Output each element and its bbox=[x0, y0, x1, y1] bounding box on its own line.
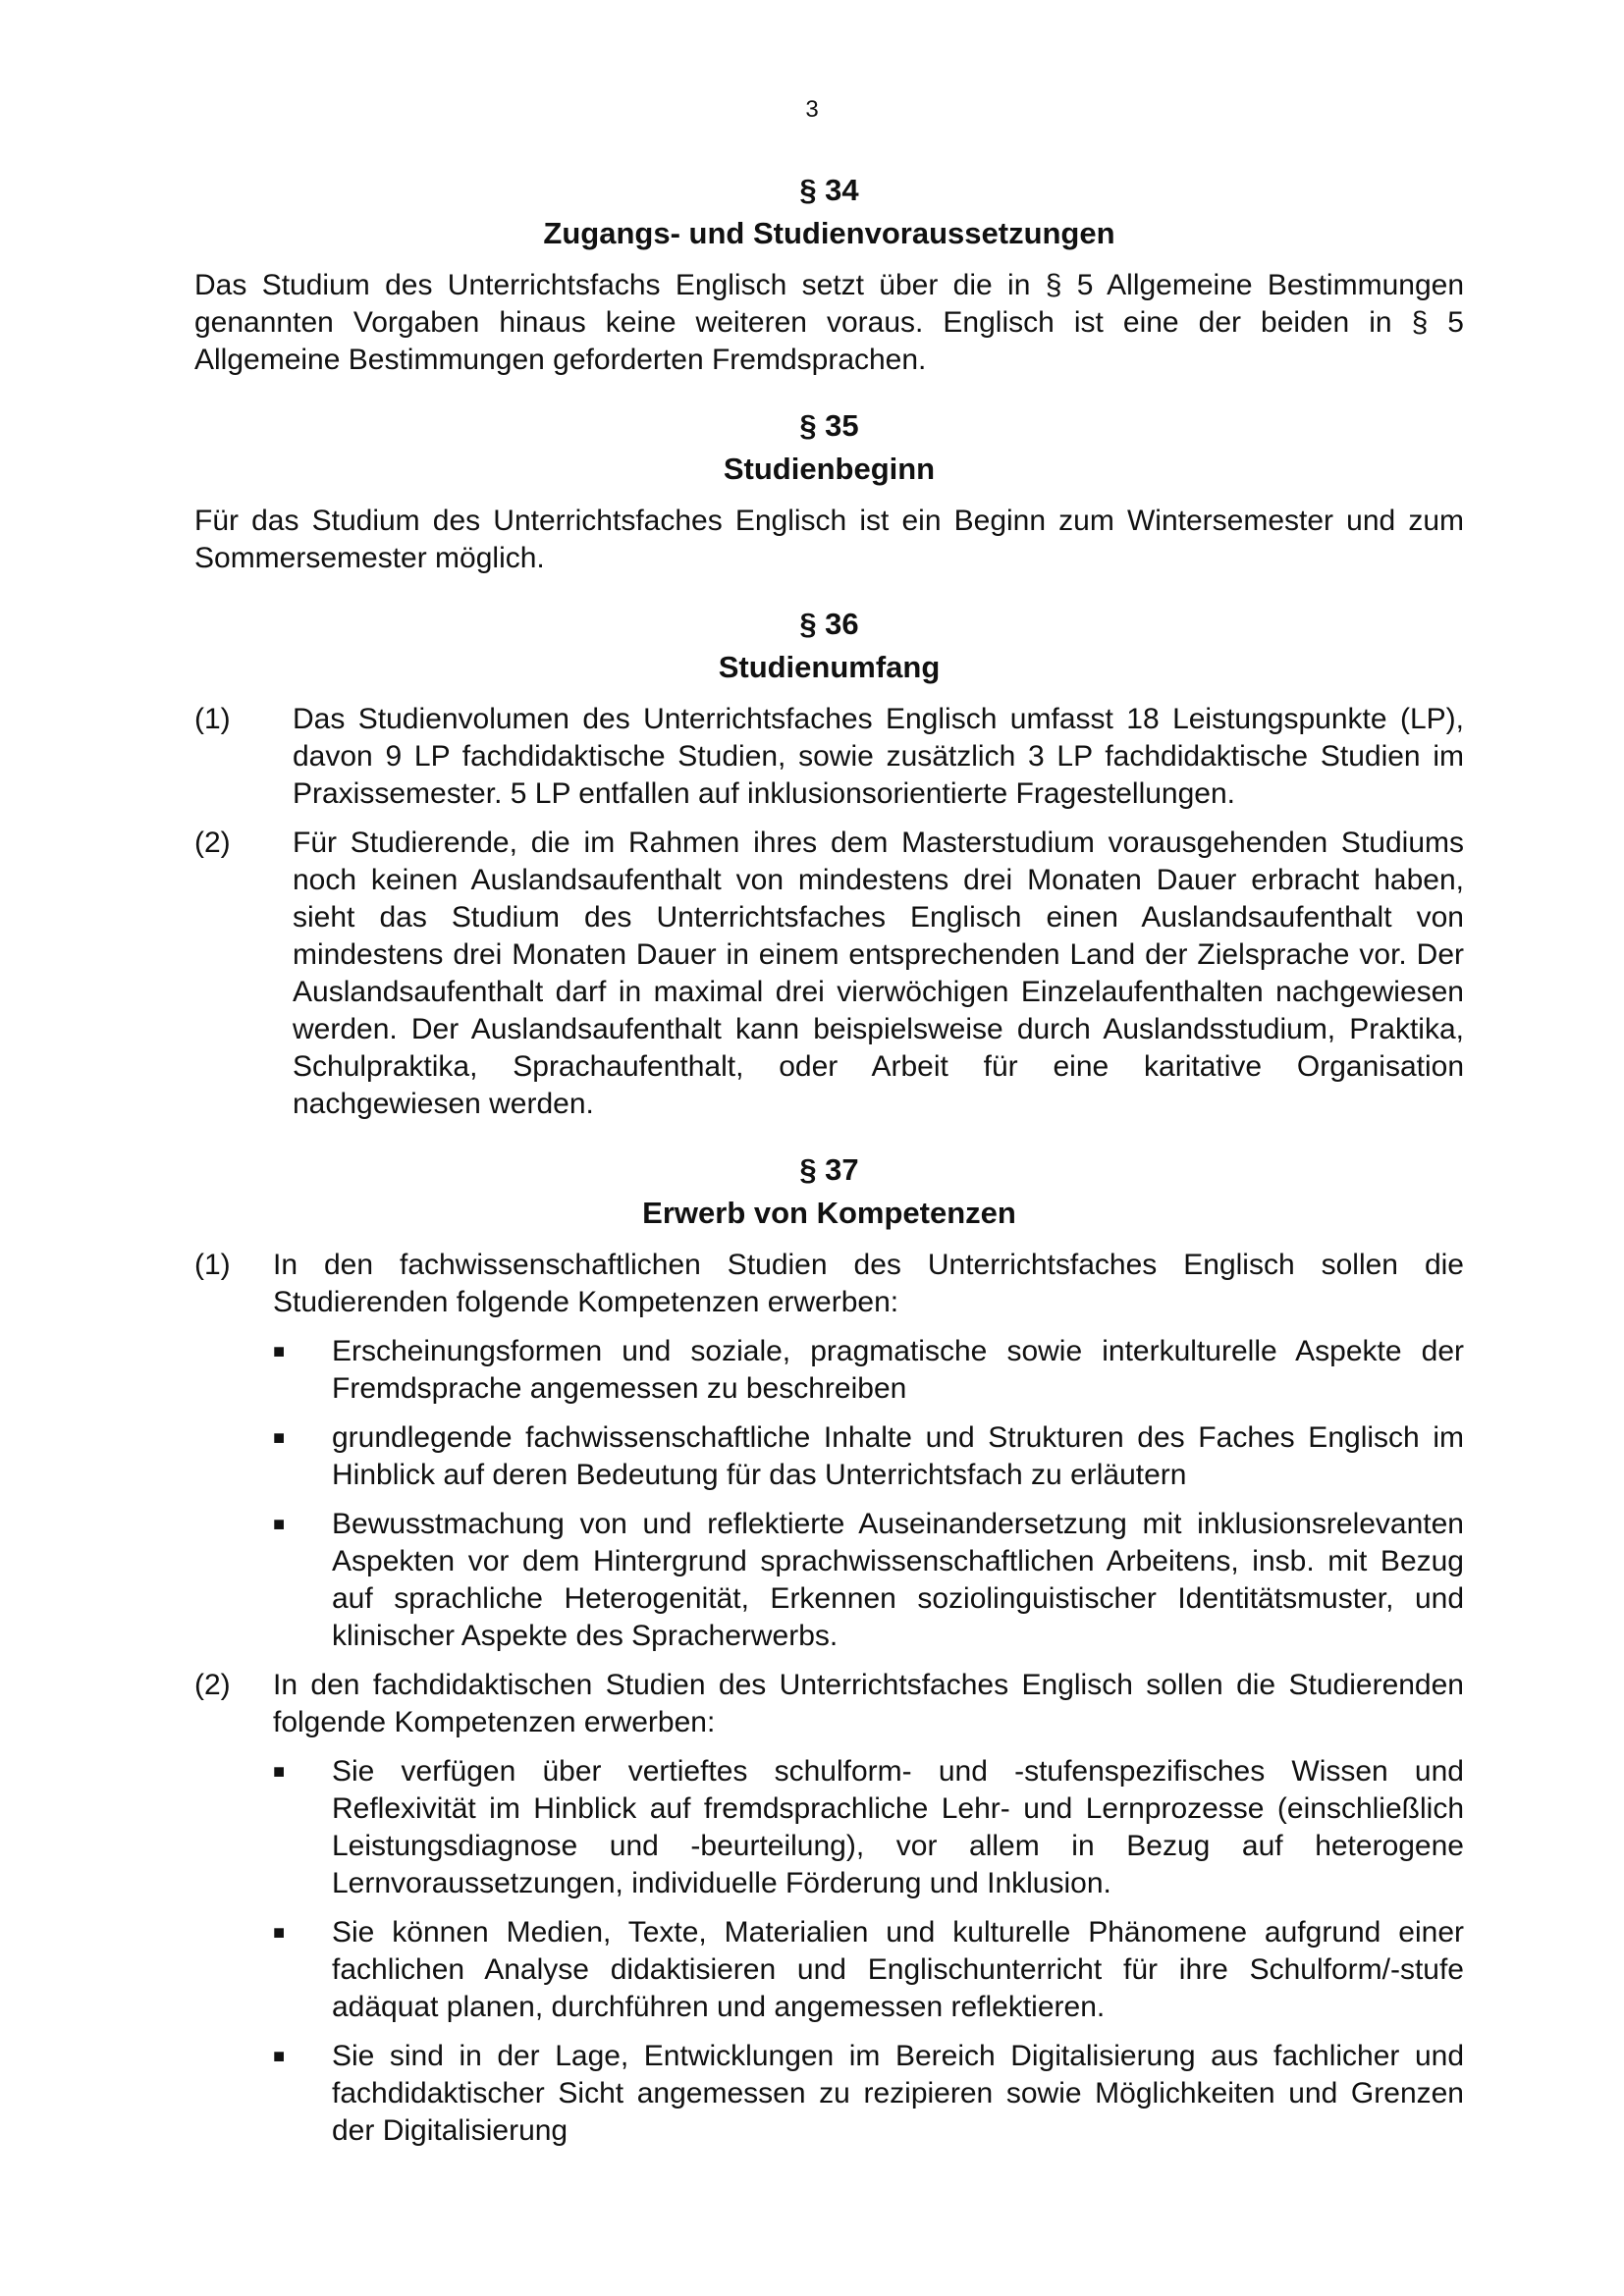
item-text: In den fachdidaktischen Studien des Unterrichtsfaches Englisch sollen die Studierenden folgende Kompetenzen erwerben: bbox=[273, 1669, 1464, 1738]
bullet-item bbox=[194, 1914, 1464, 2026]
bullet-item bbox=[194, 1333, 1464, 1408]
bullet-item bbox=[194, 1753, 1464, 1902]
enumerated-item bbox=[194, 1667, 1464, 1741]
item-number: (1) bbox=[194, 703, 231, 735]
item-number: (2) bbox=[194, 827, 231, 859]
enumerated-item bbox=[194, 825, 1464, 1123]
bullet-item bbox=[194, 2038, 1464, 2150]
section-title: Studienbeginn bbox=[723, 452, 936, 486]
section-number: § 34 bbox=[799, 173, 859, 207]
bullet-text: Sie können Medien, Texte, Materialien und kulturelle Phänomene aufgrund einer fachlichen Analyse didaktisieren und Englischunterricht für ihre Schulform/-stufe adäquat planen, durchführen und angemessen reflektieren. bbox=[332, 1916, 1464, 2023]
item-text: Für Studierende, die im Rahmen ihres dem Masterstudium vorausgehenden Studiums noch keinen Auslandsaufenthalt von mindestens drei Monaten Dauer erbracht haben, sieht das Studium des Unterrichtsfaches Englisch einen Auslandsaufenthalt von mindestens drei Monaten Dauer in einem entsprechenden Land der Zielsprache vor. Der Auslandsaufenthalt darf in maximal drei vierwöchigen Einzelaufenthalten nachgewiesen werden. Der Auslandsaufenthalt kann beispielsweise durch Auslandsstudium, Praktika, Schulpraktika, Sprachaufenthalt, oder Arbeit für eine karitative Organisation nachgewiesen werden. bbox=[293, 827, 1464, 1120]
enumerated-item bbox=[194, 1247, 1464, 1321]
square-bullet-icon: ■ bbox=[273, 1341, 286, 1362]
document-body bbox=[194, 169, 1464, 2175]
bullet-item bbox=[194, 1419, 1464, 1494]
bullet-text: Erscheinungsformen und soziale, pragmatische sowie interkulturelle Aspekte der Fremdsprache angemessen zu beschreiben bbox=[332, 1335, 1464, 1405]
section-title: Erwerb von Kompetenzen bbox=[642, 1196, 1016, 1230]
square-bullet-icon: ■ bbox=[273, 2046, 286, 2067]
section-title: Zugangs- und Studienvoraussetzungen bbox=[543, 216, 1115, 250]
section-36 bbox=[194, 603, 1464, 1123]
section-number: § 37 bbox=[799, 1152, 859, 1187]
bullet-item bbox=[194, 1506, 1464, 1655]
section-number: § 36 bbox=[799, 607, 859, 641]
section-paragraph: Das Studium des Unterrichtsfachs Englisch setzt über die in § 5 Allgemeine Bestimmungen genannten Vorgaben hinaus keine weiteren voraus. Englisch ist eine der beiden in § 5 Allgemeine Bestimmungen geforderten Fremdsprachen. bbox=[194, 269, 1464, 376]
item-number: (2) bbox=[194, 1669, 231, 1701]
item-text: Das Studienvolumen des Unterrichtsfaches Englisch umfasst 18 Leistungspunkte (LP), davon 9 LP fachdidaktische Studien, sowie zusätzlich 3 LP fachdidaktische Studien im Praxissemester. 5 LP entfallen auf inklusionsorientierte Fragestellungen. bbox=[293, 703, 1464, 810]
bullet-text: grundlegende fachwissenschaftliche Inhalte und Strukturen des Faches Englisch im Hinblick auf deren Bedeutung für das Unterrichtsfach zu erläutern bbox=[332, 1421, 1464, 1491]
bullet-list bbox=[194, 1753, 1464, 2150]
section-37 bbox=[194, 1148, 1464, 2150]
section-number: § 35 bbox=[799, 408, 859, 443]
square-bullet-icon: ■ bbox=[273, 1761, 286, 1783]
section-35 bbox=[194, 404, 1464, 577]
bullet-text: Bewusstmachung von und reflektierte Auseinandersetzung mit inklusionsrelevanten Aspekten vor dem Hintergrund sprachwissenschaftlichen Arbeitens, insb. mit Bezug auf sprachliche Heterogenität, Erkennen soziolinguistischer Identitätsmuster, und klinischer Aspekte des Spracherwerbs. bbox=[332, 1508, 1464, 1652]
square-bullet-icon: ■ bbox=[273, 1514, 286, 1535]
square-bullet-icon: ■ bbox=[273, 1922, 286, 1944]
item-text: In den fachwissenschaftlichen Studien des Unterrichtsfaches Englisch sollen die Studierenden folgende Kompetenzen erwerben: bbox=[273, 1249, 1464, 1318]
bullet-text: Sie verfügen über vertieftes schulform- und -stufenspezifisches Wissen und Reflexivität im Hinblick auf fremdsprachliche Lehr- und Lernprozesse (einschließlich Leistungsdiagnose und -beurteilung), vor allem in Bezug auf heterogene Lernvoraussetzungen, individuelle Förderung und Inklusion. bbox=[332, 1755, 1464, 1899]
enumerated-item bbox=[194, 701, 1464, 813]
section-title: Studienumfang bbox=[718, 650, 941, 684]
page-number: 3 bbox=[805, 96, 819, 123]
bullet-list bbox=[194, 1333, 1464, 1655]
item-number: (1) bbox=[194, 1249, 231, 1281]
bullet-text: Sie sind in der Lage, Entwicklungen im Bereich Digitalisierung aus fachlicher und fachdidaktischer Sicht angemessen zu rezipieren sowie Möglichkeiten und Grenzen der Digitalisierung bbox=[332, 2040, 1464, 2147]
section-paragraph: Für das Studium des Unterrichtsfaches Englisch ist ein Beginn zum Wintersemester und zum Sommersemester möglich. bbox=[194, 505, 1464, 574]
section-34 bbox=[194, 169, 1464, 379]
square-bullet-icon: ■ bbox=[273, 1427, 286, 1449]
